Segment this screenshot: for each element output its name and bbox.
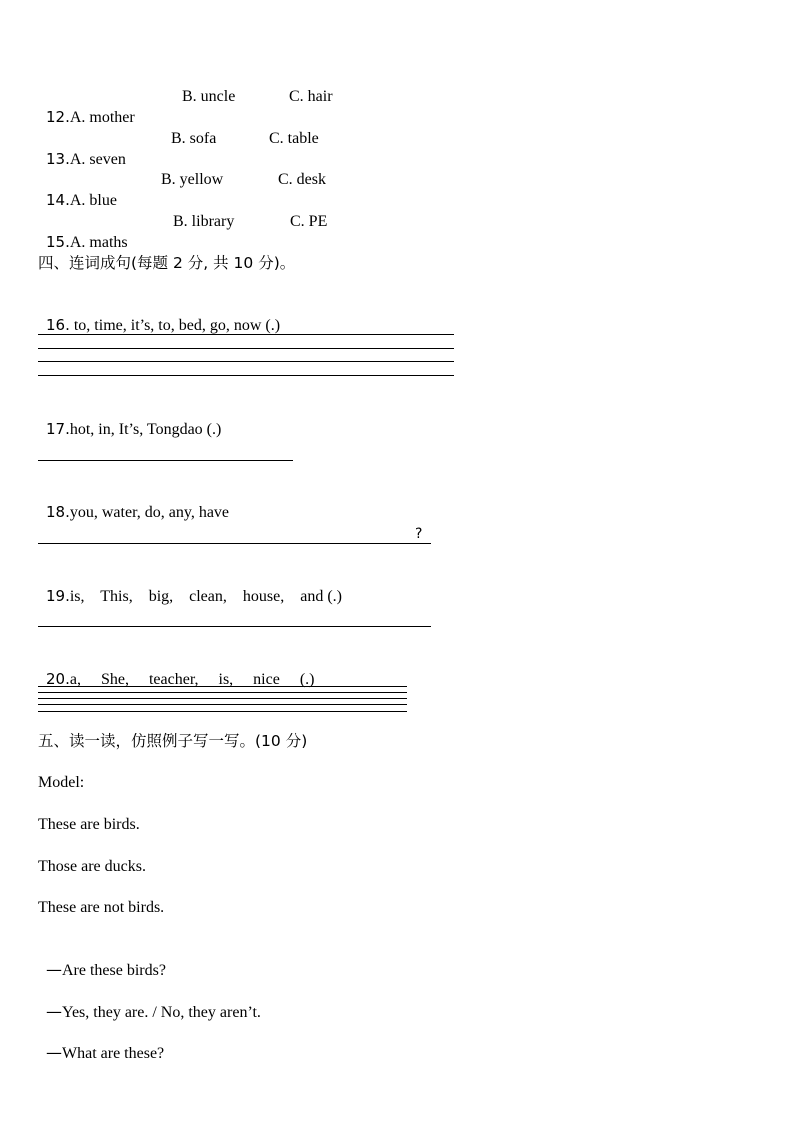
answer-line: [38, 704, 407, 705]
dialogue-text: Yes, they are. / No, they aren’t.: [62, 1004, 261, 1021]
option-a: A. seven: [69, 151, 126, 168]
choice-question-14: [38, 170, 117, 211]
question-words: a, She, teacher, is, nice (.): [69, 671, 315, 688]
option-c: C. hair: [289, 88, 333, 105]
answer-line: [38, 460, 293, 461]
dialogue-line: [38, 940, 166, 981]
answer-line: [38, 692, 407, 693]
dash: —: [46, 960, 62, 979]
section5-heading: 五、读一读，仿照例子写一写。(10 分): [38, 732, 308, 750]
answer-line: [38, 686, 407, 687]
question-number: 16.: [46, 316, 70, 334]
option-a: A. blue: [69, 192, 117, 209]
section4-heading: 四、连词成句(每题 2 分, 共 10 分)。: [38, 254, 296, 272]
answer-line: [38, 348, 454, 349]
dash: —: [46, 1043, 62, 1062]
option-b: B. yellow: [161, 171, 224, 188]
question-words: hot, in, It’s, Tongdao (.): [69, 421, 222, 438]
dialogue-text: What are these?: [62, 1045, 165, 1062]
model-line: These are birds.: [38, 816, 140, 833]
question-number: 17.: [46, 420, 70, 438]
choice-question-12: [38, 87, 135, 128]
choice-question-15: [38, 212, 128, 253]
question-number: 12.: [46, 108, 70, 126]
option-a: A. mother: [69, 109, 135, 126]
sentence-question-17: [38, 399, 221, 440]
dash: —: [46, 1002, 62, 1021]
model-line: Those are ducks.: [38, 858, 146, 875]
answer-line: [38, 698, 407, 699]
answer-line: [38, 361, 454, 362]
model-label: Model:: [38, 774, 85, 791]
question-number: 15.: [46, 233, 70, 251]
option-a: A. maths: [69, 234, 128, 251]
option-c: C. desk: [278, 171, 326, 188]
question-number: 18.: [46, 503, 70, 521]
question-words: is, This, big, clean, house, and (.): [69, 588, 342, 605]
question-words: you, water, do, any, have: [69, 504, 230, 521]
answer-line: [38, 543, 431, 544]
option-c: C. table: [269, 130, 319, 147]
dialogue-line: [38, 1023, 164, 1064]
answer-line: [38, 334, 454, 335]
question-number: 14.: [46, 191, 70, 209]
dialogue-line: [38, 982, 261, 1023]
option-c: C. PE: [290, 213, 328, 230]
question-words: to, time, it’s, to, bed, go, now (.): [69, 317, 281, 334]
answer-line: [38, 375, 454, 376]
option-b: B. sofa: [171, 130, 217, 147]
answer-line: [38, 626, 431, 627]
question-number: 19.: [46, 587, 70, 605]
option-b: B. library: [173, 213, 235, 230]
model-line: These are not birds.: [38, 899, 165, 916]
sentence-question-16: [38, 295, 280, 336]
answer-line: [38, 711, 407, 712]
sentence-question-18: [38, 482, 229, 523]
dialogue-text: Are these birds?: [62, 962, 166, 979]
sentence-question-19: [38, 566, 342, 607]
option-b: B. uncle: [182, 88, 236, 105]
question-number: 13.: [46, 150, 70, 168]
question-number: 20.: [46, 670, 70, 688]
question-mark: ?: [415, 526, 423, 542]
sentence-question-20: [38, 649, 314, 690]
choice-question-13: [38, 129, 126, 170]
